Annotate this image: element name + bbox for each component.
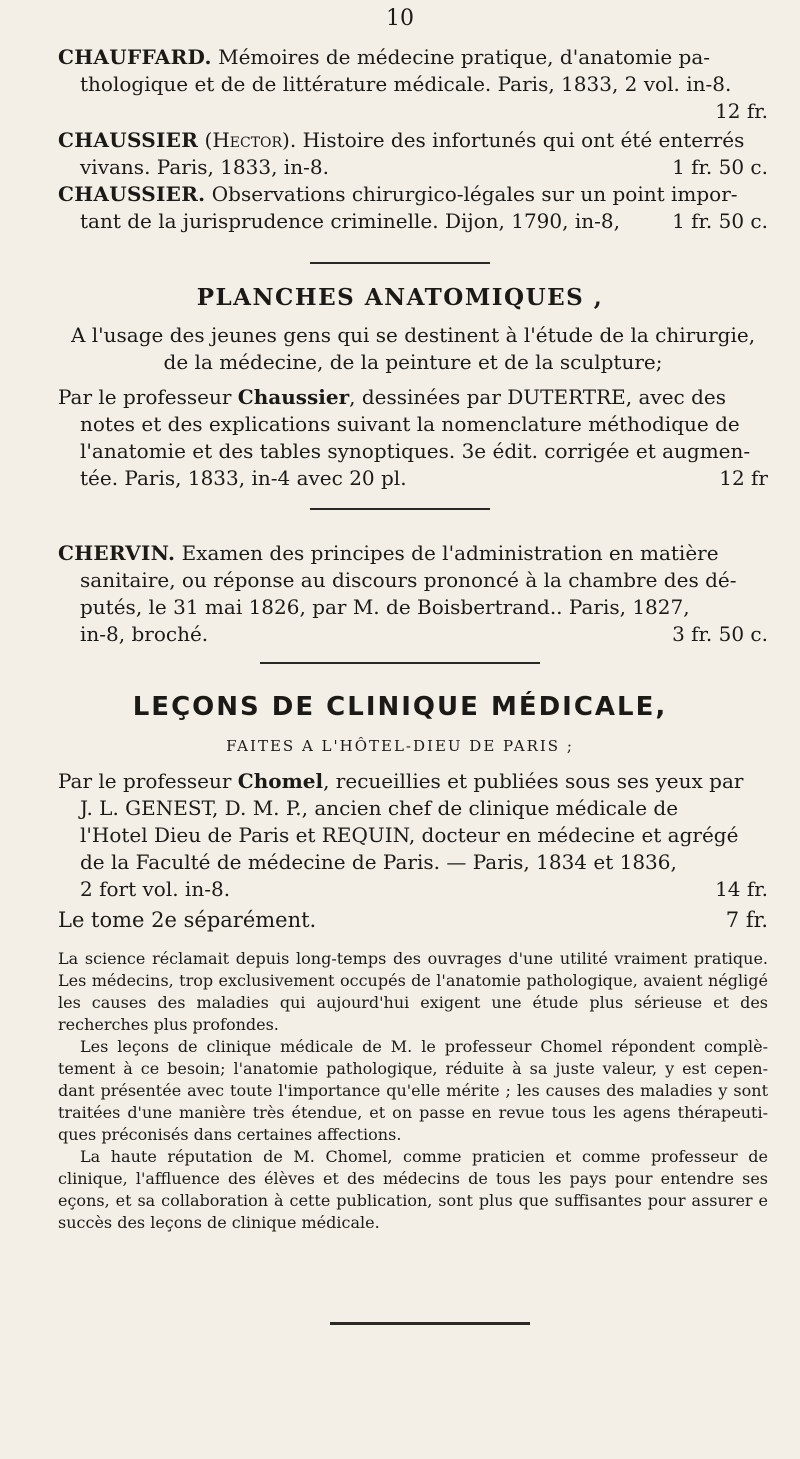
byline-prefix: Par le professeur xyxy=(58,769,232,793)
entry-author: CHERVIN. xyxy=(58,541,176,565)
entry-chauffard xyxy=(58,44,768,125)
entry-text: Histoire des infortunés qui ont été enterrés xyxy=(302,128,745,152)
section-subtitle-lecons: FAITES A L'HÔTEL-DIEU DE PARIS ; xyxy=(226,737,574,755)
entry-chaussier-hector xyxy=(58,127,768,181)
subtitle-line: de la médecine, de la peinture et de la sculpture; xyxy=(163,350,663,374)
entry-text: in-8, broché. xyxy=(80,622,209,646)
divider-rule xyxy=(260,662,540,664)
section-title-planches: PLANCHES ANATOMIQUES , xyxy=(196,284,604,311)
entry-text: tée. Paris, 1833, in-4 avec 20 pl. xyxy=(80,466,407,490)
byline-prefix: Par le professeur xyxy=(58,385,232,409)
entry-text: J. L. GENEST, D. M. P., ancien chef de clinique médicale de xyxy=(80,796,679,820)
section-title-lecons: LEÇONS DE CLINIQUE MÉDICALE, xyxy=(132,692,668,722)
tome-line: Le tome 2e séparément. xyxy=(58,908,317,932)
entry-author: CHAUFFARD. xyxy=(58,45,212,69)
tome-price: 7 fr. xyxy=(725,908,768,932)
entry-author-given: (Hector). xyxy=(204,128,297,152)
lecons-review xyxy=(58,948,768,1234)
entry-chaussier-observations xyxy=(58,181,768,235)
review-paragraph: La haute réputation de M. Chomel, comme praticien et comme professeur de clinique, l'affluence des élèves et des médecins de tous les pays pour entendre ses eçons, et sa collaboration à cette publication, sont plus que suffisantes pour assurer e succès des leçons de clinique médicale. xyxy=(58,1147,768,1232)
divider-rule xyxy=(310,508,490,510)
entry-price: 1 fr. 50 c. xyxy=(672,209,768,233)
byline-name: Chaussier xyxy=(237,385,350,409)
entry-chervin xyxy=(58,540,768,648)
planches-subtitle xyxy=(58,322,768,376)
entry-text: notes et des explications suivant la nomenclature méthodique de xyxy=(80,412,740,436)
entry-price: 14 fr. xyxy=(715,877,768,901)
byline-name: Chomel xyxy=(237,769,324,793)
entry-price: 1 fr. 50 c. xyxy=(672,155,768,179)
entry-text: putés, le 31 mai 1826, par M. de Boisbertrand.. Paris, 1827, xyxy=(80,595,690,619)
page-number: 10 xyxy=(386,6,414,31)
review-paragraph: La science réclamait depuis long-temps des ouvrages d'une utilité vraiment pratique. Les médecins, trop exclusivement occupés de l'anatomie pathologique, avaient négligé les causes des maladies qui aujourd'hui exigent une étude plus sérieuse et des recherches plus profondes. xyxy=(58,949,768,1034)
entry-text: Examen des principes de l'administration en matière xyxy=(181,541,719,565)
entry-text: Mémoires de médecine pratique, d'anatomie pa- xyxy=(218,45,711,69)
entry-author: CHAUSSIER xyxy=(58,128,199,152)
entry-text: tant de la jurisprudence criminelle. Dijon, 1790, in-8, xyxy=(80,209,620,233)
lecons-description xyxy=(58,768,768,934)
divider-rule xyxy=(310,262,490,264)
planches-description xyxy=(58,384,768,492)
entry-text: l'Hotel Dieu de Paris et REQUIN, docteur en médecine et agrégé xyxy=(80,823,739,847)
entry-text: thologique et de de littérature médicale. Paris, 1833, 2 vol. in-8. xyxy=(80,72,732,96)
entry-text: vivans. Paris, 1833, in-8. xyxy=(80,155,329,179)
entry-text: 2 fort vol. in-8. xyxy=(80,877,231,901)
entry-author: CHAUSSIER. xyxy=(58,182,206,206)
subtitle-line: A l'usage des jeunes gens qui se destinent à l'étude de la chirurgie, xyxy=(70,323,756,347)
entry-text: Observations chirurgico-légales sur un point impor- xyxy=(211,182,738,206)
closing-rule xyxy=(330,1322,530,1325)
entry-price: 3 fr. 50 c. xyxy=(672,622,768,646)
entry-text: , dessinées par DUTERTRE, avec des xyxy=(349,385,727,409)
entry-text: de la Faculté de médecine de Paris. — Paris, 1834 et 1836, xyxy=(80,850,677,874)
entry-text: sanitaire, ou réponse au discours prononcé à la chambre des dé- xyxy=(80,568,737,592)
entry-price: 12 fr xyxy=(719,466,768,490)
entry-text: l'anatomie et des tables synoptiques. 3e édit. corrigée et augmen- xyxy=(80,439,751,463)
entry-price: 12 fr. xyxy=(715,99,768,123)
review-paragraph: Les leçons de clinique médicale de M. le professeur Chomel répondent complè- tement à ce besoin; l'anatomie pathologique, réduite à sa juste valeur, y est cepen- dant présentée avec toute l'importance qu'elle mérite ; les causes des maladies y sont traitées d'une manière très étendue, et on passe en revue tous les agens thérapeuti- ques préconisés dans certaines affections. xyxy=(58,1037,768,1144)
entry-text: , recueillies et publiées sous ses yeux par xyxy=(323,769,744,793)
